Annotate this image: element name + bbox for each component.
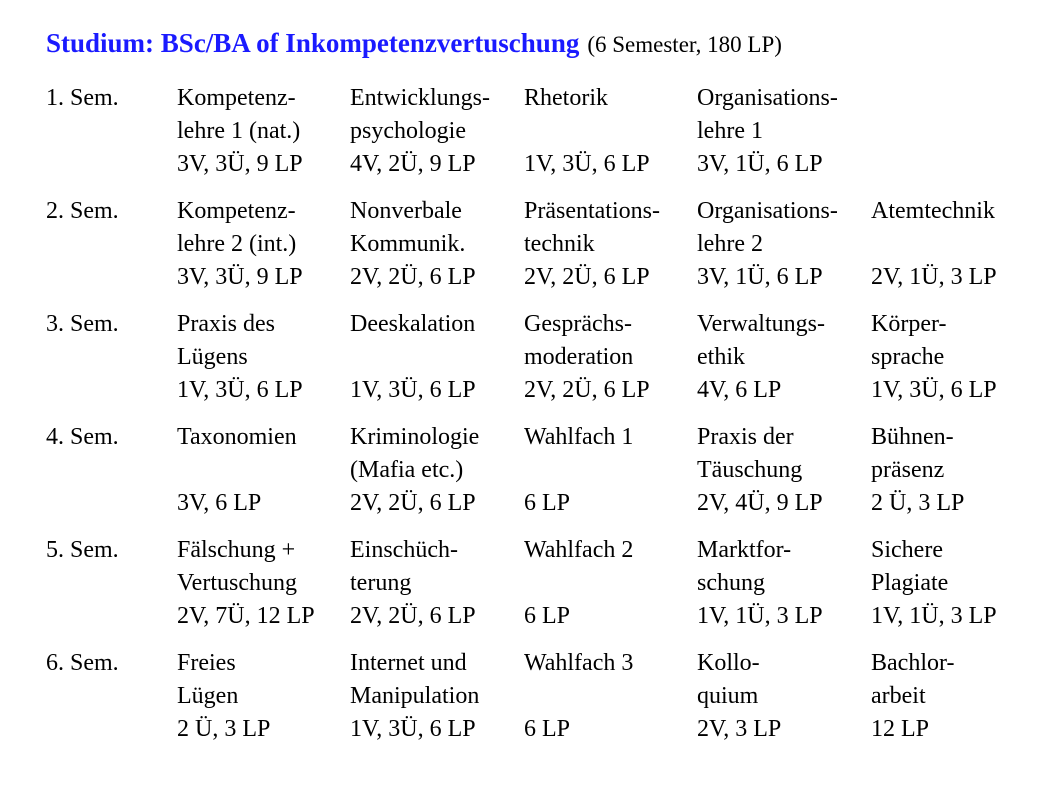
course-name: Organisations- lehre 2: [697, 198, 838, 257]
course-cell: [871, 82, 1041, 186]
course-cell: [177, 534, 347, 638]
course-cell: [177, 195, 347, 299]
course-credits: 2V, 2Ü, 6 LP: [350, 603, 476, 629]
course-credits: 2V, 2Ü, 6 LP: [350, 490, 476, 516]
course-cell: [177, 82, 347, 186]
course-credits: 3V, 1Ü, 6 LP: [697, 264, 823, 290]
course-name: Kompetenz- lehre 1 (nat.): [177, 85, 301, 144]
course-credits: 6 LP: [524, 490, 571, 516]
course-name: Nonverbale Kommunik.: [350, 198, 466, 257]
course-name: Wahlfach 3: [524, 650, 634, 676]
course-cell: [524, 195, 694, 299]
course-cell: [871, 534, 1041, 638]
course-cell: [871, 647, 1041, 751]
course-cell: [524, 647, 694, 751]
course-credits: 12 LP: [871, 716, 930, 742]
course-name: Praxis der Täuschung: [697, 424, 803, 483]
semester-row-1: [0, 82, 1059, 186]
course-credits: 1V, 1Ü, 3 LP: [871, 603, 997, 629]
course-credits: 1V, 3Ü, 6 LP: [350, 716, 476, 742]
course-name: Präsentations- technik: [524, 198, 660, 257]
course-name: Einschüch- terung: [350, 537, 458, 596]
course-cell: [350, 534, 520, 638]
course-credits: 1V, 3Ü, 6 LP: [177, 377, 303, 403]
course-cell: [697, 82, 867, 186]
course-credits: 3V, 3Ü, 9 LP: [177, 264, 303, 290]
course-cell: [697, 308, 867, 412]
course-cell: [524, 421, 694, 525]
course-name: Kompetenz- lehre 2 (int.): [177, 198, 297, 257]
course-credits: 4V, 2Ü, 9 LP: [350, 151, 476, 177]
course-name: Bachlor- arbeit: [871, 650, 955, 709]
course-name: Deeskalation: [350, 311, 476, 337]
course-credits: 3V, 6 LP: [177, 490, 262, 516]
course-credits: 2V, 2Ü, 6 LP: [350, 264, 476, 290]
course-credits: 2V, 4Ü, 9 LP: [697, 490, 823, 516]
page-title: [46, 26, 782, 65]
course-credits: 3V, 3Ü, 9 LP: [177, 151, 303, 177]
title-subtitle: (6 Semester, 180 LP): [587, 32, 782, 57]
semester-label: 1. Sem.: [46, 85, 119, 111]
course-cell: [350, 647, 520, 751]
semester-label: 2. Sem.: [46, 198, 119, 224]
course-name: Internet und Manipulation: [350, 650, 480, 709]
course-cell: [350, 308, 520, 412]
semester-label: 3. Sem.: [46, 311, 119, 337]
course-name: Organisations- lehre 1: [697, 85, 838, 144]
course-cell: [697, 647, 867, 751]
course-credits: 2 Ü, 3 LP: [177, 716, 271, 742]
course-name: Atemtechnik: [871, 198, 995, 224]
course-cell: [350, 421, 520, 525]
course-name: Entwicklungs- psychologie: [350, 85, 490, 144]
course-name: Gesprächs- moderation: [524, 311, 634, 370]
course-cell: [350, 195, 520, 299]
semester-label: 5. Sem.: [46, 537, 119, 563]
course-name: Sichere Plagiate: [871, 537, 949, 596]
course-credits: 6 LP: [524, 716, 571, 742]
course-cell: [177, 421, 347, 525]
course-name: Wahlfach 1: [524, 424, 634, 450]
course-cell: [697, 534, 867, 638]
semester-row-3: [0, 308, 1059, 412]
course-credits: 6 LP: [524, 603, 571, 629]
course-credits: 1V, 3Ü, 6 LP: [350, 377, 476, 403]
course-name: Praxis des Lügens: [177, 311, 275, 370]
course-name: Rhetorik: [524, 85, 608, 111]
course-credits: 2 Ü, 3 LP: [871, 490, 965, 516]
course-name: Kollo- quium: [697, 650, 760, 709]
course-name: Bühnen- präsenz: [871, 424, 954, 483]
course-credits: 2V, 7Ü, 12 LP: [177, 603, 315, 629]
course-name: Körper- sprache: [871, 311, 947, 370]
course-cell: [524, 308, 694, 412]
title-main: Studium: BSc/BA of Inkompetenzvertuschung: [46, 28, 580, 58]
course-name: Kriminologie (Mafia etc.): [350, 424, 480, 483]
course-cell: [350, 82, 520, 186]
semester-label: 6. Sem.: [46, 650, 119, 676]
semester-row-4: [0, 421, 1059, 525]
course-name: Taxonomien: [177, 424, 297, 450]
course-credits: 2V, 2Ü, 6 LP: [524, 377, 650, 403]
course-cell: [177, 308, 347, 412]
course-cell: [871, 421, 1041, 525]
course-credits: 2V, 2Ü, 6 LP: [524, 264, 650, 290]
course-cell: [871, 195, 1041, 299]
course-credits: 2V, 3 LP: [697, 716, 782, 742]
course-credits: 4V, 6 LP: [697, 377, 782, 403]
semester-label: 4. Sem.: [46, 424, 119, 450]
semester-row-5: [0, 534, 1059, 638]
semester-row-2: [0, 195, 1059, 299]
course-credits: 3V, 1Ü, 6 LP: [697, 151, 823, 177]
course-cell: [697, 195, 867, 299]
course-name: Marktfor- schung: [697, 537, 792, 596]
course-name: Wahlfach 2: [524, 537, 634, 563]
course-cell: [871, 308, 1041, 412]
course-credits: 1V, 1Ü, 3 LP: [697, 603, 823, 629]
semester-row-6: [0, 647, 1059, 751]
course-credits: 1V, 3Ü, 6 LP: [524, 151, 650, 177]
course-credits: 2V, 1Ü, 3 LP: [871, 264, 997, 290]
course-name: Freies Lügen: [177, 650, 239, 709]
course-cell: [524, 82, 694, 186]
course-cell: [177, 647, 347, 751]
course-cell: [524, 534, 694, 638]
course-credits: 1V, 3Ü, 6 LP: [871, 377, 997, 403]
course-cell: [697, 421, 867, 525]
course-name: Fälschung + Vertuschung: [177, 537, 297, 596]
course-name: Verwaltungs- ethik: [697, 311, 825, 370]
